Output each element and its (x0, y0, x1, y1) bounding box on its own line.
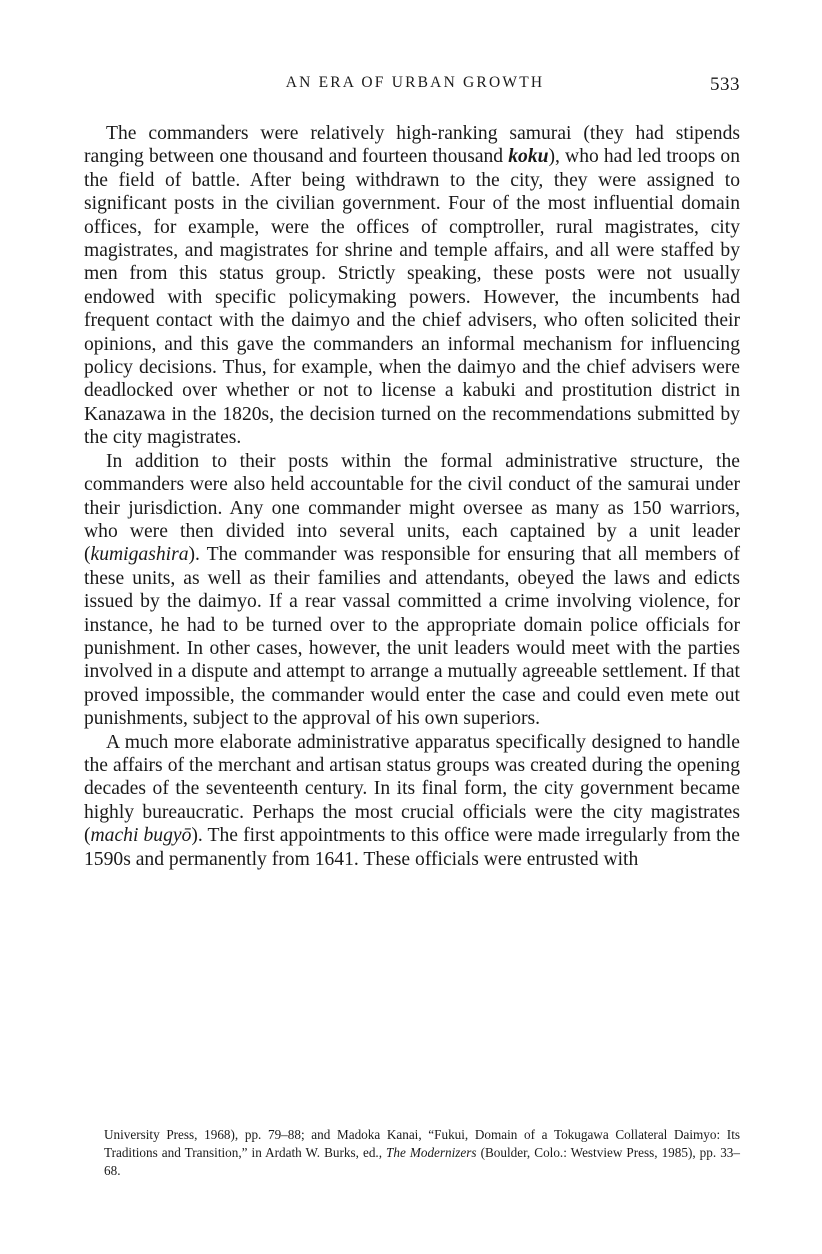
text-span: ). The first appointments to this office were made irregularly from the 1590s and permanently from 1641. These officials were entrusted with (84, 825, 740, 870)
running-head (84, 72, 740, 100)
running-title: AN ERA OF URBAN GROWTH (285, 74, 545, 91)
paragraph-commanders-posts (84, 122, 740, 450)
footnote-text: (Boulder, Colo.: Westview Press, 1985), pp. 33–68. (104, 1145, 740, 1178)
text-span: In addition to their posts within the formal administrative structure, the commanders were also held accountable for the civil conduct of the samurai under their jurisdiction. Any one commander might oversee as many as 150 warriors, who were then divided into several units, each captained by a unit leader ( (84, 450, 740, 566)
term-koku: koku (508, 146, 549, 168)
text-span: ), who had led troops on the field of battle. After being withdrawn to the city, they were assigned to significant posts in the civilian government. Four of the most influential domain offices, for example, were the offices of comptroller, rural magistrates, city magistrates, and magistrates for shrine and temple affairs, and all were staffed by men from this status group. Strictly speaking, these posts were not usually endowed with specific policymaking powers. However, the incumbents had frequent contact with the daimyo and the chief advisers, who often solicited their opinions, and this gave the commanders an informal mechanism for influencing policy decisions. Thus, for example, when the daimyo and the chief advisers were deadlocked over whether or not to license a kabuki and prostitution district in Kanazawa in the 1820s, the decision turned on the recommendations submitted by the city magistrates. (84, 146, 741, 449)
footnote-book-title: The Modernizers (386, 1145, 477, 1160)
page-number: 533 (710, 74, 740, 95)
body-text (84, 122, 740, 871)
text-span: ). The commander was responsible for ensuring that all members of these units, as well as their families and attendants, obeyed the laws and edicts issued by the daimyo. If a rear vassal committed a crime involving violence, for instance, he had to be turned over to the appropriate domain police officials for punishment. In other cases, however, the unit leaders would meet with the parties involved in a dispute and attempt to arrange a mutually agreeable settlement. If that proved impossible, the commander would enter the case and could even mete out punishments, subject to the approval of his own superiors. (84, 544, 740, 730)
text-span: The commanders were relatively high-ranking samurai (they had stipends ranging between one thousand and fourteen thousand (84, 123, 740, 168)
paragraph-civil-conduct (84, 450, 740, 731)
term-kumigashira: kumigashira (90, 544, 189, 566)
footnote-text: University Press, 1968), pp. 79–88; and Madoka Kanai, “Fukui, Domain of a Tokugawa Collateral Daimyo: Its Traditions and Transition,” in Ardath W. Burks, ed., (104, 1127, 740, 1160)
text-span: A much more elaborate administrative apparatus specifically designed to handle the affairs of the merchant and artisan status groups was created during the opening decades of the seventeenth century. In its final form, the city government became highly bureaucratic. Perhaps the most crucial officials were the city magistrates ( (84, 731, 740, 847)
footnote (104, 1126, 740, 1180)
term-machi-bugyo: machi bugyō (90, 825, 192, 847)
paragraph-city-government (84, 731, 740, 871)
book-page (84, 0, 740, 1254)
